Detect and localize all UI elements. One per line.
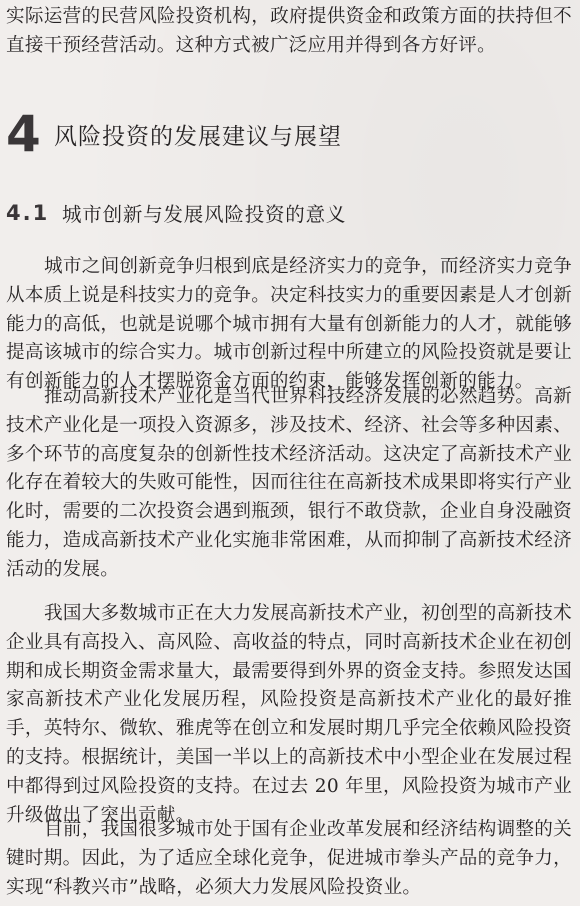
- chapter-heading: [6, 105, 342, 163]
- body-paragraph: 城市之间创新竞争归根到底是经济实力的竞争，而经济实力竞争从本质上说是科技实力的竞争。决定科技实力的重要因素是人才创新能力的高低，也就是说哪个城市拥有大量有创新能力的人才，就能够提高该城市的综合实力。城市创新过程中所建立的风险投资就是要让有创新能力的人才摆脱资金方面的约束，能够发挥创新的能力。: [6, 256, 572, 393]
- carryover-paragraph: 实际运营的民营风险投资机构，政府提供资金和政策方面的扶持但不直接干预经营活动。这种方式被广泛应用并得到各方好评。: [6, 6, 572, 56]
- body-paragraph: 我国大多数城市正在大力发展高新技术产业，初创型的高新技术企业具有高投入、高风险、高收益的特点，同时高新技术企业在初创期和成长期资金需求量大，最需要得到外界的资金支持。参照发达国家高新技术产业化发展历程，风险投资是高新技术产业化的最好推手，英特尔、微软、雅虎等在创立和发展时期几乎完全依赖风险投资的支持。根据统计，美国一半以上的高新技术中小型企业在发展过程中都得到过风险投资的支持。在过去 20 年里，风险投资为城市产业升级做出了突出贡献。: [6, 603, 572, 826]
- body-paragraph: 推动高新技术产业化是当代世界科技经济发展的必然趋势。高新技术产业化是一项投入资源多，涉及技术、经济、社会等多种因素、多个环节的高度复杂的创新性技术经济活动。这决定了高新技术产业化存在着较大的失败可能性，因而往往在高新技术成果即将实行产业化时，需要的二次投资会遇到瓶颈，银行不敢贷款，企业自身没融资能力，造成高新技术产业化实施非常困难，从而抑制了高新技术经济活动的发展。: [6, 386, 572, 580]
- body-paragraph: 目前，我国很多城市处于国有企业改革发展和经济结构调整的关键时期。因此，为了适应全球化竞争，促进城市拳头产品的竞争力，实现“科教兴市”战略，必须大力发展风险投资业。: [6, 819, 572, 898]
- section-title: 城市创新与发展风险投资的意义: [62, 203, 347, 226]
- section-heading: [6, 198, 346, 228]
- chapter-number: 4: [6, 105, 41, 163]
- section-number: 4.1: [6, 201, 50, 225]
- chapter-title: 风险投资的发展建议与展望: [54, 123, 342, 150]
